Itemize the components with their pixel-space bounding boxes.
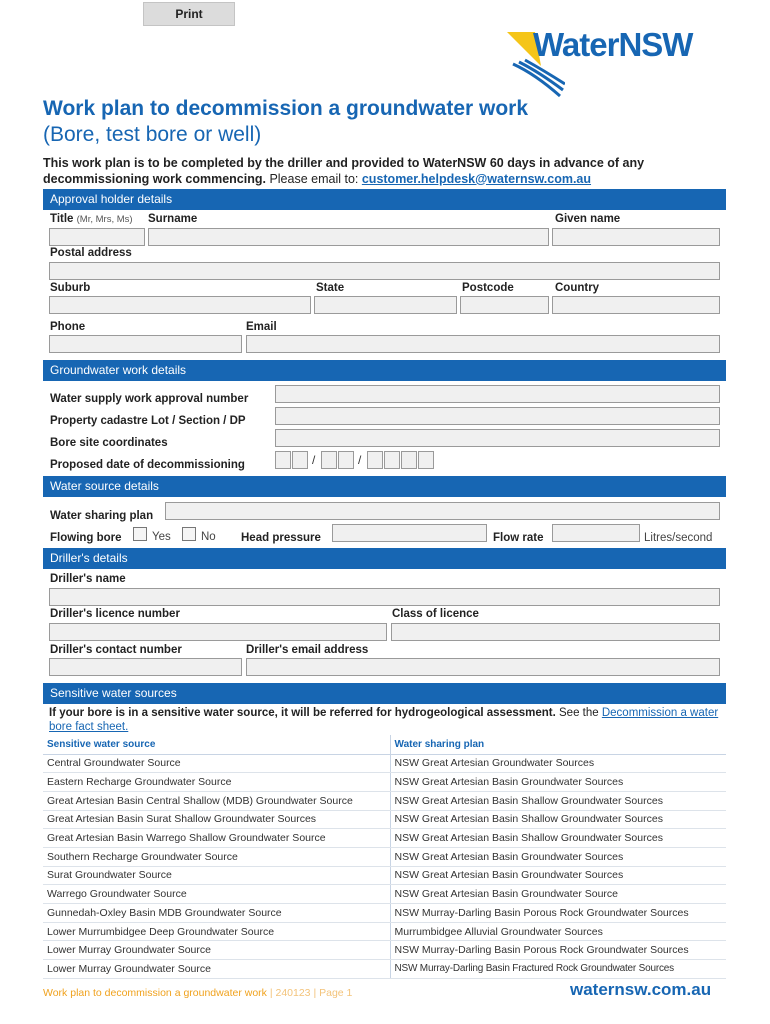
plan-cell: NSW Great Artesian Basin Groundwater Sources xyxy=(390,847,726,866)
driller-email-input[interactable] xyxy=(246,658,720,676)
source-cell: Southern Recharge Groundwater Source xyxy=(43,847,390,866)
table-row xyxy=(43,904,726,923)
surname-label: Surname xyxy=(148,213,198,225)
driller-name-label: Driller's name xyxy=(50,573,126,585)
source-cell: Great Artesian Basin Warrego Shallow Groundwater Source xyxy=(43,829,390,848)
cadastre-label: Property cadastre Lot / Section / DP xyxy=(50,415,246,427)
suburb-label: Suburb xyxy=(50,282,91,294)
head-pressure-input[interactable] xyxy=(332,524,487,542)
source-cell: Lower Murray Groundwater Source xyxy=(43,941,390,960)
groundwater-work-header: Groundwater work details xyxy=(43,360,726,381)
intro-plain: Please email to: xyxy=(265,171,362,186)
date-month-digit-2[interactable] xyxy=(338,451,354,469)
sharing-plan-input[interactable] xyxy=(165,502,720,520)
footer-separator: | xyxy=(269,987,273,999)
state-input[interactable] xyxy=(314,296,457,314)
page-title: Work plan to decommission a groundwater work xyxy=(43,97,529,120)
intro-bold: This work plan is to be completed by the driller and provided to WaterNSW 60 days in advance of any decommissioning work commencing. xyxy=(43,156,645,186)
suburb-input[interactable] xyxy=(49,296,311,314)
table-row xyxy=(43,810,726,829)
postal-address-label: Postal address xyxy=(50,247,132,259)
licence-class-label: Class of licence xyxy=(392,608,479,620)
footer-doc-code: 240123 xyxy=(275,987,311,999)
flowing-bore-no-checkbox[interactable] xyxy=(182,527,196,541)
flowing-bore-yes-checkbox[interactable] xyxy=(133,527,147,541)
plan-cell: NSW Great Artesian Basin Shallow Groundwater Sources xyxy=(390,791,726,810)
footer-website-link[interactable]: waternsw.com.au xyxy=(570,980,712,999)
footer-doc-title: Work plan to decommission a groundwater work xyxy=(43,987,267,999)
fact-sheet-link[interactable]: Decommission a water bore fact sheet. xyxy=(49,707,719,733)
sensitive-sources-table xyxy=(43,735,726,979)
driller-email-label: Driller's email address xyxy=(246,644,369,656)
driller-name-input[interactable] xyxy=(49,588,720,606)
cadastre-input[interactable] xyxy=(275,407,720,425)
postcode-label: Postcode xyxy=(462,282,514,294)
source-cell: Great Artesian Basin Surat Shallow Groundwater Sources xyxy=(43,810,390,829)
licence-number-label: Driller's licence number xyxy=(50,608,180,620)
column-header-plan: Water sharing plan xyxy=(390,735,726,754)
plan-cell: NSW Murray-Darling Basin Fractured Rock Groundwater Sources xyxy=(390,960,726,979)
sensitive-info-plain: See the xyxy=(555,707,602,719)
phone-input[interactable] xyxy=(49,335,242,353)
sensitive-sources-header: Sensitive water sources xyxy=(43,683,726,704)
state-label: State xyxy=(316,282,345,294)
table-row xyxy=(43,773,726,792)
table-header-row xyxy=(43,735,726,754)
title-label: Title (Mr, Mrs, Ms) xyxy=(50,213,133,225)
driller-header: Driller's details xyxy=(43,548,726,569)
source-cell: Great Artesian Basin Central Shallow (MDB) Groundwater Source xyxy=(43,791,390,810)
date-month-digit-1[interactable] xyxy=(321,451,337,469)
table-row xyxy=(43,941,726,960)
decommission-date-label: Proposed date of decommissioning xyxy=(50,459,245,471)
source-cell: Surat Groundwater Source xyxy=(43,866,390,885)
plan-cell: NSW Great Artesian Basin Shallow Groundwater Sources xyxy=(390,810,726,829)
licence-class-input[interactable] xyxy=(391,623,720,641)
flow-rate-unit: Litres/second xyxy=(644,532,713,544)
plan-cell: NSW Murray-Darling Basin Porous Rock Groundwater Sources xyxy=(390,904,726,923)
given-name-label: Given name xyxy=(555,213,621,225)
date-day-digit-2[interactable] xyxy=(292,451,308,469)
postal-address-input[interactable] xyxy=(49,262,720,280)
plan-cell: NSW Great Artesian Basin Groundwater Sources xyxy=(390,866,726,885)
source-cell: Eastern Recharge Groundwater Source xyxy=(43,773,390,792)
surname-input[interactable] xyxy=(148,228,549,246)
date-separator: / xyxy=(312,453,316,467)
column-header-source: Sensitive water source xyxy=(43,735,390,754)
yes-label: Yes xyxy=(152,531,171,543)
coordinates-input[interactable] xyxy=(275,429,720,447)
plan-cell: NSW Great Artesian Basin Groundwater Sources xyxy=(390,773,726,792)
contact-number-input[interactable] xyxy=(49,658,242,676)
email-input[interactable] xyxy=(246,335,720,353)
date-year-digit-3[interactable] xyxy=(401,451,417,469)
no-label: No xyxy=(201,531,216,543)
table-row xyxy=(43,866,726,885)
helpdesk-email-link[interactable]: customer.helpdesk@waternsw.com.au xyxy=(361,171,592,186)
source-cell: Central Groundwater Source xyxy=(43,754,390,773)
source-cell: Lower Murray Groundwater Source xyxy=(43,960,390,979)
approval-number-label: Water supply work approval number xyxy=(50,393,249,405)
country-label: Country xyxy=(555,282,600,294)
plan-cell: NSW Great Artesian Basin Shallow Groundwater Sources xyxy=(390,829,726,848)
head-pressure-label: Head pressure xyxy=(241,532,321,544)
water-source-header: Water source details xyxy=(43,476,726,497)
logo-wordmark: WaterNSW xyxy=(533,26,693,63)
given-name-input[interactable] xyxy=(552,228,720,246)
date-year-digit-4[interactable] xyxy=(418,451,434,469)
phone-label: Phone xyxy=(50,321,86,333)
email-label: Email xyxy=(246,321,277,333)
licence-number-input[interactable] xyxy=(49,623,387,641)
flowing-bore-label: Flowing bore xyxy=(50,532,122,544)
print-button[interactable]: Print xyxy=(143,2,235,26)
date-separator: / xyxy=(358,453,362,467)
table-row xyxy=(43,922,726,941)
sensitive-info-bold: If your bore is in a sensitive water source, it will be referred for hydrogeological assessment. xyxy=(49,707,556,719)
plan-cell: NSW Great Artesian Basin Groundwater Source xyxy=(390,885,726,904)
intro-text xyxy=(43,156,723,187)
plan-cell: Murrumbidgee Alluvial Groundwater Sources xyxy=(390,922,726,941)
table-row xyxy=(43,885,726,904)
footer-separator: | xyxy=(313,987,317,999)
plan-cell: NSW Murray-Darling Basin Porous Rock Groundwater Sources xyxy=(390,941,726,960)
sensitive-info-text xyxy=(49,706,719,734)
footer-page-number: Page 1 xyxy=(319,987,353,999)
country-input[interactable] xyxy=(552,296,720,314)
postcode-input[interactable] xyxy=(460,296,549,314)
table-row xyxy=(43,754,726,773)
sharing-plan-label: Water sharing plan xyxy=(50,510,154,522)
source-cell: Lower Murrumbidgee Deep Groundwater Source xyxy=(43,922,390,941)
date-year-digit-2[interactable] xyxy=(384,451,400,469)
table-row xyxy=(43,791,726,810)
date-year-digit-1[interactable] xyxy=(367,451,383,469)
source-cell: Warrego Groundwater Source xyxy=(43,885,390,904)
flow-rate-label: Flow rate xyxy=(493,532,544,544)
waternsw-logo xyxy=(505,26,723,98)
title-input[interactable] xyxy=(49,228,145,246)
table-row xyxy=(43,829,726,848)
date-day-digit-1[interactable] xyxy=(275,451,291,469)
page-subtitle: (Bore, test bore or well) xyxy=(43,123,262,146)
table-row xyxy=(43,960,726,979)
coordinates-label: Bore site coordinates xyxy=(50,437,168,449)
contact-number-label: Driller's contact number xyxy=(50,644,182,656)
source-cell: Gunnedah-Oxley Basin MDB Groundwater Source xyxy=(43,904,390,923)
approval-holder-header: Approval holder details xyxy=(43,189,726,210)
footer-doc-info xyxy=(43,987,352,999)
table-row xyxy=(43,847,726,866)
flow-rate-input[interactable] xyxy=(552,524,640,542)
plan-cell: NSW Great Artesian Groundwater Sources xyxy=(390,754,726,773)
approval-number-input[interactable] xyxy=(275,385,720,403)
